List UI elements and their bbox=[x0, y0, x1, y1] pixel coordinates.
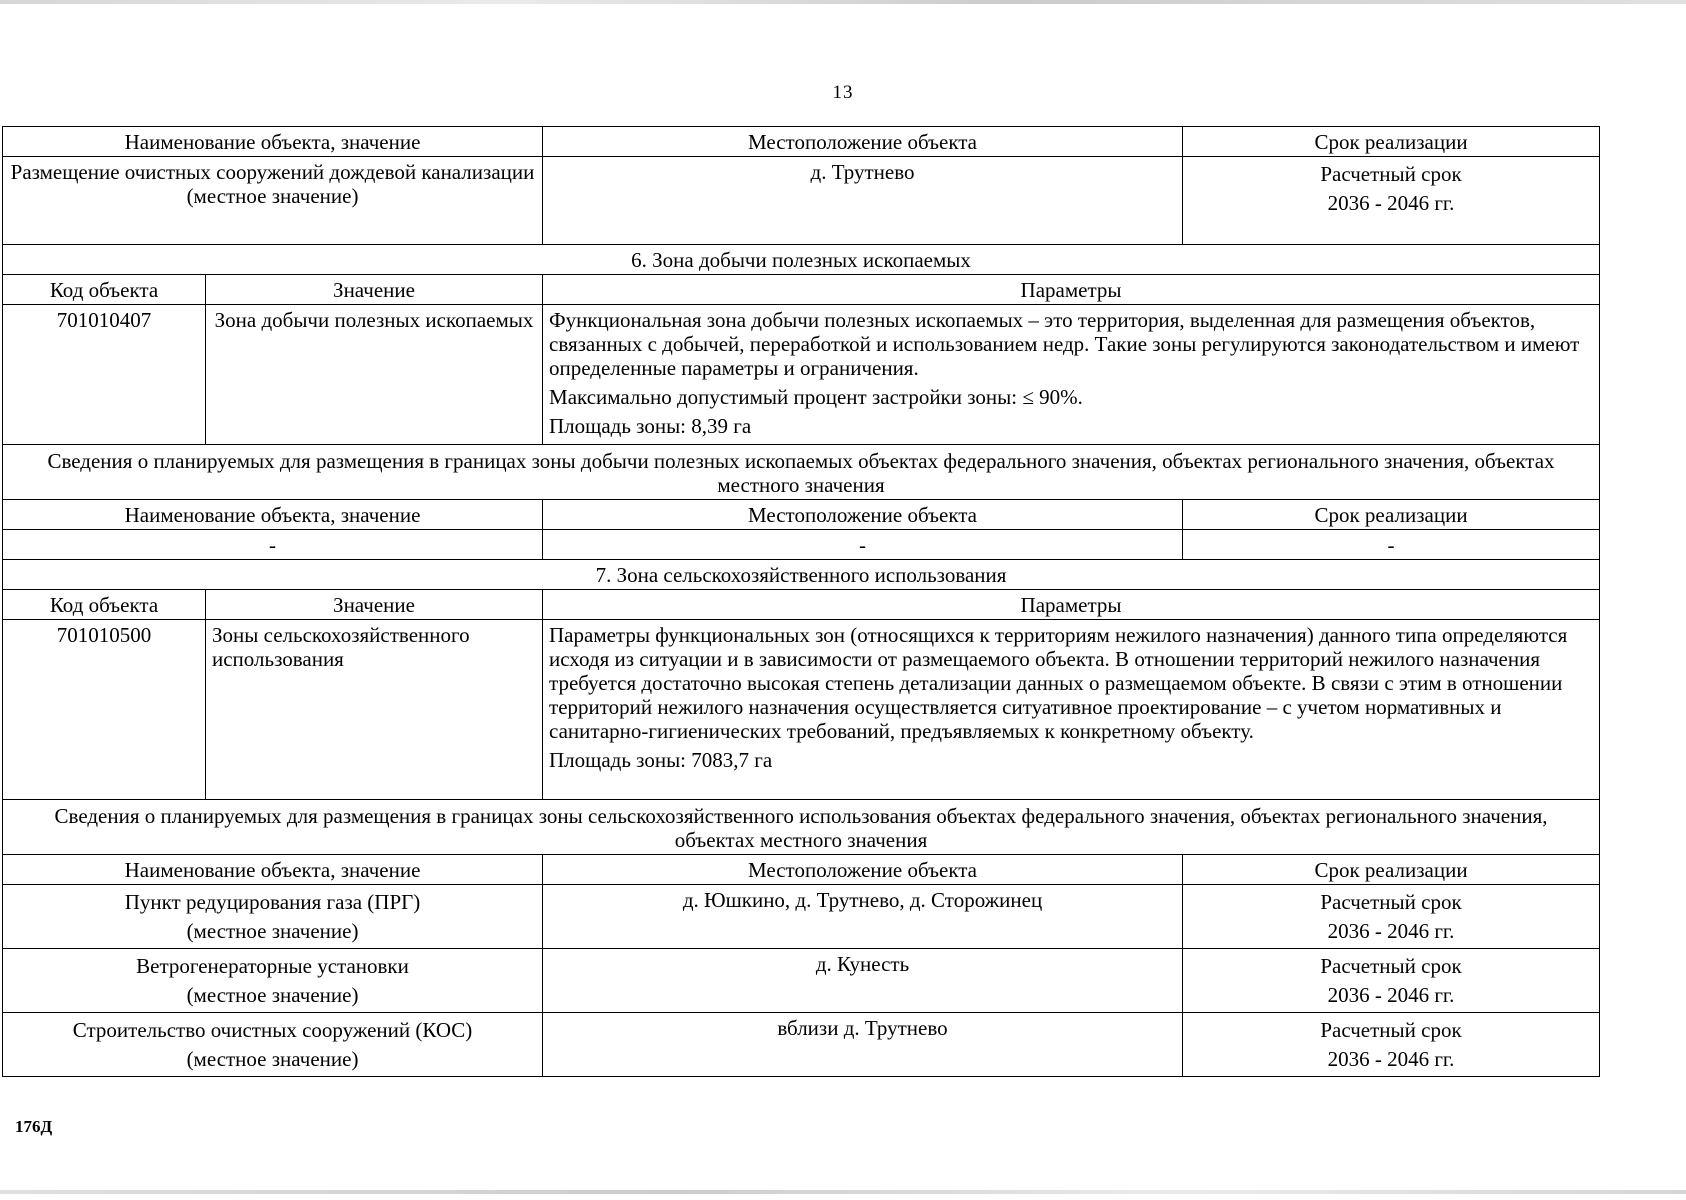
header-params: Параметры bbox=[543, 275, 1600, 305]
zone-6-max-build: Максимально допустимый процент застройки зоны: ≤ 90%. bbox=[549, 385, 1083, 409]
zone-7-title-row bbox=[3, 560, 1600, 590]
term-label: Расчетный срок bbox=[1320, 1018, 1462, 1042]
term-years: 2036 - 2046 гг. bbox=[1327, 983, 1455, 1007]
term-label: Расчетный срок bbox=[1320, 890, 1462, 914]
object-term-cell bbox=[1183, 949, 1600, 1013]
zone-7-description: Параметры функциональных зон (относящихся к территориям нежилого назначения) данного типа определяются исходя из ситуации и в зависимости от размещаемого объекта. В отношении территорий нежилого назначения требуется достаточно высокая степень детализации данных о размещаемом объекте. В связи с этим в отношении территорий нежилого назначения осуществляется ситуативное проектирование – с учетом нормативных и санитарно-гигиенических требований, предъявляемых к конкретному объекту. bbox=[549, 623, 1568, 743]
object-name-cell bbox=[3, 157, 543, 245]
object-location: - bbox=[543, 530, 1183, 560]
object-name-cell bbox=[3, 885, 543, 949]
object-significance: (местное значение) bbox=[186, 983, 359, 1007]
page-number: 13 bbox=[832, 82, 854, 103]
header-object-name: Наименование объекта, значение bbox=[3, 127, 543, 157]
zone-7-header-row bbox=[3, 590, 1600, 620]
zone-7-info-row bbox=[3, 800, 1600, 855]
table-row bbox=[3, 1013, 1600, 1077]
zone-6-code: 701010407 bbox=[3, 305, 206, 445]
zone-6-info: Сведения о планируемых для размещения в границах зоны добычи полезных ископаемых объектах федерального значения, объектах регионального значения, объектах местного значения bbox=[3, 445, 1600, 500]
object-name-cell bbox=[3, 949, 543, 1013]
object-name: Пункт редуцирования газа (ПРГ) bbox=[124, 890, 421, 914]
term-label: Расчетный срок bbox=[1320, 162, 1462, 186]
term-label: Расчетный срок bbox=[1320, 954, 1462, 978]
zone-6-value: Зона добычи полезных ископаемых bbox=[206, 305, 543, 445]
zones-table bbox=[2, 126, 1600, 1077]
document-code: 176Д bbox=[15, 1117, 53, 1136]
zone-6-row bbox=[3, 305, 1600, 445]
object-term: - bbox=[1183, 530, 1600, 560]
object-location: вблизи д. Трутнево bbox=[543, 1013, 1183, 1077]
header-code: Код объекта bbox=[3, 275, 206, 305]
header-term: Срок реализации bbox=[1183, 855, 1600, 885]
zone-7-value: Зоны сельскохозяйственного использования bbox=[206, 620, 543, 800]
zone-7-code: 701010500 bbox=[3, 620, 206, 800]
object-significance: (местное значение) bbox=[186, 184, 359, 208]
object-term-cell bbox=[1183, 1013, 1600, 1077]
object-significance: (местное значение) bbox=[186, 919, 359, 943]
zone-7-row bbox=[3, 620, 1600, 800]
header-code: Код объекта bbox=[3, 590, 206, 620]
scan-edge-top bbox=[0, 0, 1686, 4]
header-object-name: Наименование объекта, значение bbox=[3, 855, 543, 885]
header-params: Параметры bbox=[543, 590, 1600, 620]
object-location: д. Юшкино, д. Трутнево, д. Сторожинец bbox=[543, 885, 1183, 949]
table-row bbox=[3, 885, 1600, 949]
zone-6-params bbox=[543, 305, 1600, 445]
zone-6-title-row bbox=[3, 245, 1600, 275]
object-location: д. Кунесть bbox=[543, 949, 1183, 1013]
zone-7-info: Сведения о планируемых для размещения в границах зоны сельскохозяйственного использования объектах федерального значения, объектах регионального значения, объектах местного значения bbox=[3, 800, 1600, 855]
zone-7-obj-header-row bbox=[3, 855, 1600, 885]
zone-7-title: 7. Зона сельскохозяйственного использования bbox=[3, 560, 1600, 590]
table-row bbox=[3, 949, 1600, 1013]
object-name: Строительство очистных сооружений (КОС) bbox=[72, 1018, 473, 1042]
object-name: Ветрогенераторные установки bbox=[136, 954, 409, 978]
term-years: 2036 - 2046 гг. bbox=[1327, 919, 1455, 943]
object-name: - bbox=[3, 530, 543, 560]
object-term-cell bbox=[1183, 157, 1600, 245]
header-object-name: Наименование объекта, значение bbox=[3, 500, 543, 530]
header-value: Значение bbox=[206, 275, 543, 305]
object-location: д. Трутнево bbox=[543, 157, 1183, 245]
term-years: 2036 - 2046 гг. bbox=[1327, 1047, 1455, 1071]
zone-6-obj-header-row bbox=[3, 500, 1600, 530]
zone-6-area: Площадь зоны: 8,39 га bbox=[549, 414, 752, 438]
term-years: 2036 - 2046 гг. bbox=[1327, 191, 1455, 215]
zone-7-area: Площадь зоны: 7083,7 га bbox=[549, 748, 773, 772]
object-significance: (местное значение) bbox=[186, 1047, 359, 1071]
header-term: Срок реализации bbox=[1183, 500, 1600, 530]
zone-7-params bbox=[543, 620, 1600, 800]
zone-6-description: Функциональная зона добычи полезных ископаемых – это территория, выделенная для размещения объектов, связанных с добычей, переработкой и использованием недр. Такие зоны регулируются законодательством и имеют определенные параметры и ограничения. bbox=[549, 308, 1580, 380]
zone-6-title: 6. Зона добычи полезных ископаемых bbox=[3, 245, 1600, 275]
zone-6-info-row bbox=[3, 445, 1600, 500]
top-header-row bbox=[3, 127, 1600, 157]
scan-edge-bottom bbox=[0, 1190, 1686, 1194]
header-location: Местоположение объекта bbox=[543, 855, 1183, 885]
object-term-cell bbox=[1183, 885, 1600, 949]
table-row bbox=[3, 157, 1600, 245]
header-location: Местоположение объекта bbox=[543, 500, 1183, 530]
object-name-cell bbox=[3, 1013, 543, 1077]
object-name: Размещение очистных сооружений дождевой канализации bbox=[10, 160, 535, 184]
table-row bbox=[3, 530, 1600, 560]
header-term: Срок реализации bbox=[1183, 127, 1600, 157]
header-location: Местоположение объекта bbox=[543, 127, 1183, 157]
header-value: Значение bbox=[206, 590, 543, 620]
zone-6-header-row bbox=[3, 275, 1600, 305]
